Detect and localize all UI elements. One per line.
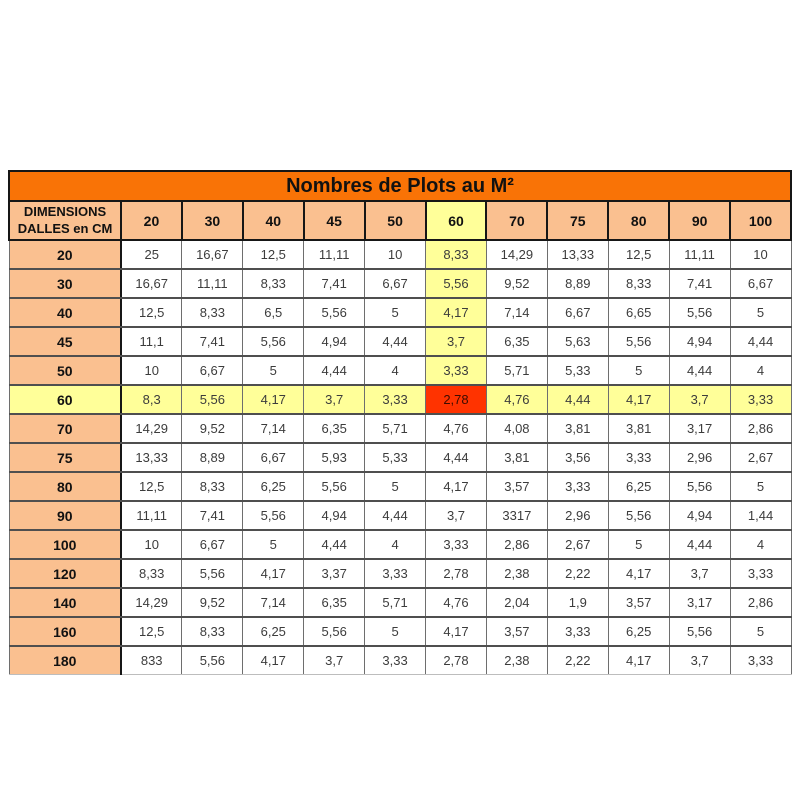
data-cell-60-20: 8,3 bbox=[121, 385, 182, 414]
data-cell-75-90: 2,96 bbox=[669, 443, 730, 472]
data-cell-20-40: 12,5 bbox=[243, 240, 304, 269]
data-cell-20-75: 13,33 bbox=[547, 240, 608, 269]
data-cell-60-40: 4,17 bbox=[243, 385, 304, 414]
data-cell-90-70: 3317 bbox=[486, 501, 547, 530]
data-cell-40-20: 12,5 bbox=[121, 298, 182, 327]
data-cell-160-50: 5 bbox=[365, 617, 426, 646]
data-cell-45-40: 5,56 bbox=[243, 327, 304, 356]
column-header-45: 45 bbox=[304, 201, 365, 240]
data-cell-45-45: 4,94 bbox=[304, 327, 365, 356]
data-cell-30-20: 16,67 bbox=[121, 269, 182, 298]
column-header-20: 20 bbox=[121, 201, 182, 240]
data-cell-75-30: 8,89 bbox=[182, 443, 243, 472]
table-row-100 bbox=[9, 530, 791, 559]
data-cell-40-40: 6,5 bbox=[243, 298, 304, 327]
data-cell-20-30: 16,67 bbox=[182, 240, 243, 269]
data-cell-30-75: 8,89 bbox=[547, 269, 608, 298]
table-row-40 bbox=[9, 298, 791, 327]
data-cell-140-60: 4,76 bbox=[426, 588, 487, 617]
row-label-160: 160 bbox=[9, 617, 121, 646]
data-cell-75-20: 13,33 bbox=[121, 443, 182, 472]
row-label-60: 60 bbox=[9, 385, 121, 414]
data-cell-100-20: 10 bbox=[121, 530, 182, 559]
data-cell-60-30: 5,56 bbox=[182, 385, 243, 414]
data-cell-80-30: 8,33 bbox=[182, 472, 243, 501]
data-cell-140-45: 6,35 bbox=[304, 588, 365, 617]
data-cell-160-75: 3,33 bbox=[547, 617, 608, 646]
data-cell-45-60: 3,7 bbox=[426, 327, 487, 356]
data-cell-75-50: 5,33 bbox=[365, 443, 426, 472]
table-title: Nombres de Plots au M² bbox=[9, 171, 791, 201]
data-cell-140-70: 2,04 bbox=[486, 588, 547, 617]
row-label-50: 50 bbox=[9, 356, 121, 385]
data-cell-75-45: 5,93 bbox=[304, 443, 365, 472]
data-cell-60-45: 3,7 bbox=[304, 385, 365, 414]
data-cell-75-60: 4,44 bbox=[426, 443, 487, 472]
data-cell-50-70: 5,71 bbox=[486, 356, 547, 385]
data-cell-180-60: 2,78 bbox=[426, 646, 487, 675]
data-cell-30-50: 6,67 bbox=[365, 269, 426, 298]
data-cell-120-30: 5,56 bbox=[182, 559, 243, 588]
data-cell-30-30: 11,11 bbox=[182, 269, 243, 298]
column-header-row bbox=[9, 201, 791, 240]
data-cell-20-90: 11,11 bbox=[669, 240, 730, 269]
data-cell-45-50: 4,44 bbox=[365, 327, 426, 356]
data-cell-120-75: 2,22 bbox=[547, 559, 608, 588]
data-cell-100-70: 2,86 bbox=[486, 530, 547, 559]
data-cell-70-50: 5,71 bbox=[365, 414, 426, 443]
row-label-40: 40 bbox=[9, 298, 121, 327]
data-cell-90-80: 5,56 bbox=[608, 501, 669, 530]
data-cell-80-80: 6,25 bbox=[608, 472, 669, 501]
data-cell-75-40: 6,67 bbox=[243, 443, 304, 472]
data-cell-160-90: 5,56 bbox=[669, 617, 730, 646]
data-cell-30-100: 6,67 bbox=[730, 269, 791, 298]
data-cell-45-90: 4,94 bbox=[669, 327, 730, 356]
data-cell-180-40: 4,17 bbox=[243, 646, 304, 675]
data-cell-50-60: 3,33 bbox=[426, 356, 487, 385]
table-row-30 bbox=[9, 269, 791, 298]
column-header-100: 100 bbox=[730, 201, 791, 240]
row-label-75: 75 bbox=[9, 443, 121, 472]
data-cell-80-90: 5,56 bbox=[669, 472, 730, 501]
corner-header-line2: DALLES en CM bbox=[17, 220, 113, 236]
data-cell-40-45: 5,56 bbox=[304, 298, 365, 327]
data-cell-140-40: 7,14 bbox=[243, 588, 304, 617]
data-cell-90-50: 4,44 bbox=[365, 501, 426, 530]
table-row-75 bbox=[9, 443, 791, 472]
row-label-80: 80 bbox=[9, 472, 121, 501]
data-cell-30-40: 8,33 bbox=[243, 269, 304, 298]
column-header-60: 60 bbox=[426, 201, 487, 240]
data-cell-70-40: 7,14 bbox=[243, 414, 304, 443]
data-cell-60-100: 3,33 bbox=[730, 385, 791, 414]
column-header-50: 50 bbox=[365, 201, 426, 240]
data-cell-20-100: 10 bbox=[730, 240, 791, 269]
data-cell-40-70: 7,14 bbox=[486, 298, 547, 327]
data-cell-40-80: 6,65 bbox=[608, 298, 669, 327]
data-cell-180-70: 2,38 bbox=[486, 646, 547, 675]
data-cell-140-100: 2,86 bbox=[730, 588, 791, 617]
data-cell-50-20: 10 bbox=[121, 356, 182, 385]
data-cell-100-60: 3,33 bbox=[426, 530, 487, 559]
column-header-40: 40 bbox=[243, 201, 304, 240]
data-cell-70-70: 4,08 bbox=[486, 414, 547, 443]
data-cell-40-60: 4,17 bbox=[426, 298, 487, 327]
data-cell-140-20: 14,29 bbox=[121, 588, 182, 617]
data-cell-80-70: 3,57 bbox=[486, 472, 547, 501]
data-cell-90-45: 4,94 bbox=[304, 501, 365, 530]
data-cell-180-50: 3,33 bbox=[365, 646, 426, 675]
data-cell-45-20: 11,1 bbox=[121, 327, 182, 356]
data-cell-100-80: 5 bbox=[608, 530, 669, 559]
data-cell-160-20: 12,5 bbox=[121, 617, 182, 646]
row-label-30: 30 bbox=[9, 269, 121, 298]
row-label-20: 20 bbox=[9, 240, 121, 269]
data-cell-90-90: 4,94 bbox=[669, 501, 730, 530]
data-cell-20-50: 10 bbox=[365, 240, 426, 269]
row-label-180: 180 bbox=[9, 646, 121, 675]
data-cell-45-70: 6,35 bbox=[486, 327, 547, 356]
data-cell-50-50: 4 bbox=[365, 356, 426, 385]
data-cell-20-20: 25 bbox=[121, 240, 182, 269]
data-cell-120-45: 3,37 bbox=[304, 559, 365, 588]
data-cell-45-80: 5,56 bbox=[608, 327, 669, 356]
data-cell-30-90: 7,41 bbox=[669, 269, 730, 298]
data-cell-75-70: 3,81 bbox=[486, 443, 547, 472]
data-cell-140-90: 3,17 bbox=[669, 588, 730, 617]
table-row-60 bbox=[9, 385, 791, 414]
data-cell-90-20: 11,11 bbox=[121, 501, 182, 530]
data-cell-50-100: 4 bbox=[730, 356, 791, 385]
data-cell-120-60: 2,78 bbox=[426, 559, 487, 588]
data-cell-120-50: 3,33 bbox=[365, 559, 426, 588]
table-row-20 bbox=[9, 240, 791, 269]
data-cell-80-50: 5 bbox=[365, 472, 426, 501]
plots-per-m2-table bbox=[8, 170, 792, 675]
data-cell-180-20: 833 bbox=[121, 646, 182, 675]
data-cell-60-50: 3,33 bbox=[365, 385, 426, 414]
data-cell-100-75: 2,67 bbox=[547, 530, 608, 559]
data-cell-40-50: 5 bbox=[365, 298, 426, 327]
title-row bbox=[9, 171, 791, 201]
table-row-90 bbox=[9, 501, 791, 530]
data-cell-20-45: 11,11 bbox=[304, 240, 365, 269]
table-row-50 bbox=[9, 356, 791, 385]
data-cell-90-30: 7,41 bbox=[182, 501, 243, 530]
data-cell-180-90: 3,7 bbox=[669, 646, 730, 675]
data-cell-70-45: 6,35 bbox=[304, 414, 365, 443]
data-cell-160-100: 5 bbox=[730, 617, 791, 646]
data-cell-80-100: 5 bbox=[730, 472, 791, 501]
data-cell-45-100: 4,44 bbox=[730, 327, 791, 356]
data-cell-120-70: 2,38 bbox=[486, 559, 547, 588]
data-cell-100-30: 6,67 bbox=[182, 530, 243, 559]
data-cell-100-45: 4,44 bbox=[304, 530, 365, 559]
data-cell-50-45: 4,44 bbox=[304, 356, 365, 385]
data-cell-60-75: 4,44 bbox=[547, 385, 608, 414]
row-label-140: 140 bbox=[9, 588, 121, 617]
row-label-45: 45 bbox=[9, 327, 121, 356]
data-cell-160-70: 3,57 bbox=[486, 617, 547, 646]
data-cell-20-60: 8,33 bbox=[426, 240, 487, 269]
data-cell-60-60: 2,78 bbox=[426, 385, 487, 414]
row-label-100: 100 bbox=[9, 530, 121, 559]
data-cell-140-30: 9,52 bbox=[182, 588, 243, 617]
data-cell-80-20: 12,5 bbox=[121, 472, 182, 501]
data-cell-120-100: 3,33 bbox=[730, 559, 791, 588]
data-cell-180-45: 3,7 bbox=[304, 646, 365, 675]
data-cell-40-100: 5 bbox=[730, 298, 791, 327]
corner-header-line1: DIMENSIONS bbox=[23, 204, 107, 220]
data-cell-140-80: 3,57 bbox=[608, 588, 669, 617]
data-cell-50-90: 4,44 bbox=[669, 356, 730, 385]
data-cell-100-50: 4 bbox=[365, 530, 426, 559]
data-cell-120-40: 4,17 bbox=[243, 559, 304, 588]
data-cell-50-30: 6,67 bbox=[182, 356, 243, 385]
data-cell-20-80: 12,5 bbox=[608, 240, 669, 269]
row-label-120: 120 bbox=[9, 559, 121, 588]
table-row-45 bbox=[9, 327, 791, 356]
data-cell-90-60: 3,7 bbox=[426, 501, 487, 530]
data-cell-160-30: 8,33 bbox=[182, 617, 243, 646]
data-cell-100-100: 4 bbox=[730, 530, 791, 559]
data-cell-70-100: 2,86 bbox=[730, 414, 791, 443]
row-label-70: 70 bbox=[9, 414, 121, 443]
data-cell-120-20: 8,33 bbox=[121, 559, 182, 588]
data-cell-70-90: 3,17 bbox=[669, 414, 730, 443]
data-cell-70-20: 14,29 bbox=[121, 414, 182, 443]
data-cell-160-40: 6,25 bbox=[243, 617, 304, 646]
data-cell-30-45: 7,41 bbox=[304, 269, 365, 298]
column-header-75: 75 bbox=[547, 201, 608, 240]
data-cell-180-75: 2,22 bbox=[547, 646, 608, 675]
corner-header-dimensions bbox=[9, 201, 121, 240]
data-cell-50-80: 5 bbox=[608, 356, 669, 385]
data-cell-160-60: 4,17 bbox=[426, 617, 487, 646]
table-row-140 bbox=[9, 588, 791, 617]
data-cell-140-50: 5,71 bbox=[365, 588, 426, 617]
column-header-30: 30 bbox=[182, 201, 243, 240]
data-cell-75-80: 3,33 bbox=[608, 443, 669, 472]
data-cell-120-80: 4,17 bbox=[608, 559, 669, 588]
column-header-80: 80 bbox=[608, 201, 669, 240]
data-cell-70-30: 9,52 bbox=[182, 414, 243, 443]
data-cell-60-70: 4,76 bbox=[486, 385, 547, 414]
data-cell-90-40: 5,56 bbox=[243, 501, 304, 530]
data-cell-40-30: 8,33 bbox=[182, 298, 243, 327]
data-cell-80-40: 6,25 bbox=[243, 472, 304, 501]
column-header-90: 90 bbox=[669, 201, 730, 240]
table-row-160 bbox=[9, 617, 791, 646]
table-row-70 bbox=[9, 414, 791, 443]
data-cell-80-75: 3,33 bbox=[547, 472, 608, 501]
data-cell-80-45: 5,56 bbox=[304, 472, 365, 501]
data-cell-50-75: 5,33 bbox=[547, 356, 608, 385]
data-cell-180-100: 3,33 bbox=[730, 646, 791, 675]
data-cell-120-90: 3,7 bbox=[669, 559, 730, 588]
data-cell-60-90: 3,7 bbox=[669, 385, 730, 414]
data-cell-180-30: 5,56 bbox=[182, 646, 243, 675]
data-cell-75-75: 3,56 bbox=[547, 443, 608, 472]
data-cell-90-100: 1,44 bbox=[730, 501, 791, 530]
data-cell-160-80: 6,25 bbox=[608, 617, 669, 646]
data-cell-140-75: 1,9 bbox=[547, 588, 608, 617]
table-row-120 bbox=[9, 559, 791, 588]
data-cell-20-70: 14,29 bbox=[486, 240, 547, 269]
table-row-80 bbox=[9, 472, 791, 501]
data-cell-160-45: 5,56 bbox=[304, 617, 365, 646]
data-cell-80-60: 4,17 bbox=[426, 472, 487, 501]
data-cell-40-90: 5,56 bbox=[669, 298, 730, 327]
data-cell-40-75: 6,67 bbox=[547, 298, 608, 327]
data-cell-45-75: 5,63 bbox=[547, 327, 608, 356]
data-cell-70-60: 4,76 bbox=[426, 414, 487, 443]
data-cell-70-75: 3,81 bbox=[547, 414, 608, 443]
data-cell-45-30: 7,41 bbox=[182, 327, 243, 356]
data-cell-30-70: 9,52 bbox=[486, 269, 547, 298]
data-cell-100-40: 5 bbox=[243, 530, 304, 559]
data-cell-60-80: 4,17 bbox=[608, 385, 669, 414]
data-cell-100-90: 4,44 bbox=[669, 530, 730, 559]
data-cell-50-40: 5 bbox=[243, 356, 304, 385]
data-cell-70-80: 3,81 bbox=[608, 414, 669, 443]
data-cell-75-100: 2,67 bbox=[730, 443, 791, 472]
data-cell-30-60: 5,56 bbox=[426, 269, 487, 298]
table-row-180 bbox=[9, 646, 791, 675]
row-label-90: 90 bbox=[9, 501, 121, 530]
data-cell-30-80: 8,33 bbox=[608, 269, 669, 298]
data-cell-90-75: 2,96 bbox=[547, 501, 608, 530]
column-header-70: 70 bbox=[486, 201, 547, 240]
data-cell-180-80: 4,17 bbox=[608, 646, 669, 675]
